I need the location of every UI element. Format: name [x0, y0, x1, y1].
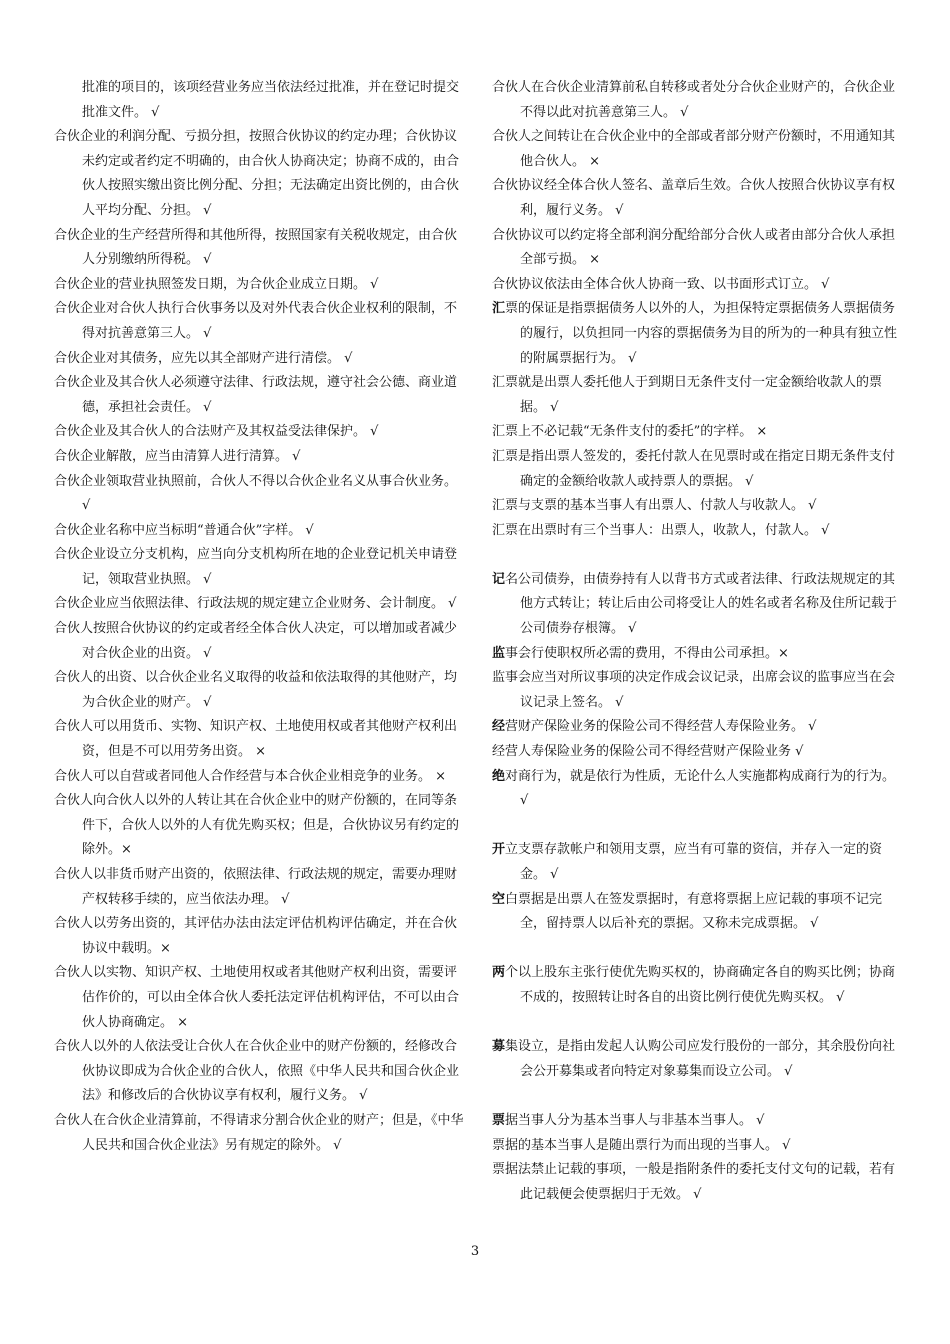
statement-text: 合伙人在合伙企业清算前，不得请求分割合伙企业的财产；但是，《中华人民共和国合伙企业法》另有规定的除外。 √	[54, 1112, 464, 1153]
statement-entry	[54, 1109, 468, 1158]
right-column	[492, 76, 900, 1207]
index-letter: 票	[492, 1112, 506, 1128]
statement-text: 汇票就是出票人委托他人于到期日无条件支付一定金额给收款人的票据。 √	[492, 375, 883, 415]
index-letter: 监	[492, 645, 506, 661]
statement-entry	[54, 297, 468, 346]
statement-text: 合伙人可以用货币、实物、知识产权、土地使用权或者其他财产权利出资，但是不可以用劳务出资。 ×	[54, 719, 458, 760]
statement-entry	[492, 125, 900, 174]
statement-text: 合伙人以外的人依法受让合伙人在合伙企业中的财产份额的，经修改合伙协议即成为合伙企业的合伙人，依照《中华人民共和国合伙企业法》和修改后的合伙协议享有权利，履行义务。 √	[54, 1039, 460, 1104]
statement-text: 汇票是指出票人签发的，委托付款人在见票时或在指定日期无条件支付确定的金额给收款人或持票人的票据。 √	[492, 448, 896, 489]
statement-text: 合伙人在合伙企业清算前私自转移或者处分合伙企业财产的，合伙企业不得以此对抗善意第三人。 √	[492, 80, 896, 120]
statement-entry	[492, 961, 900, 1010]
statement-text: 合伙协议经全体合伙人签名、盖章后生效。合伙人按照合伙协议享有权利，履行义务。 √	[492, 178, 896, 218]
statement-text: 合伙企业的生产经营所得和其他所得，按照国家有关税收规定，由合伙人分别缴纳所得税。 √	[54, 227, 458, 268]
statement-text: 合伙企业对合伙人执行合伙事务以及对外代表合伙企业权利的限制，不得对抗善意第三人。 √	[54, 301, 458, 341]
statement-text: 汇票在出票时有三个当事人：出票人，收款人，付款人。 √	[492, 522, 830, 538]
statement-entry	[54, 224, 468, 273]
index-letter: 两	[492, 965, 506, 981]
statement-entry	[54, 519, 468, 544]
statement-entry	[54, 420, 468, 445]
statement-entry	[54, 863, 468, 912]
statement-text: 合伙人以非货币财产出资的，依照法律、行政法规的规定，需要办理财产权转移手续的，应当依法办理。 √	[54, 867, 458, 907]
statement-text: 白票据是出票人在签发票据时，有意将票据上应记载的事项不记完全，留持票人以后补充的票据。又称未完成票据。 √	[505, 891, 883, 932]
statement-text: 合伙协议可以约定将全部利润分配给部分合伙人或者由部分合伙人承担全部亏损。 ×	[492, 227, 896, 268]
statement-text: 立支票存款帐户和领用支票，应当有可靠的资信，并存入一定的资金。 √	[505, 842, 883, 882]
statement-entry	[492, 642, 900, 667]
statement-entry	[492, 740, 900, 765]
statement-text: 合伙企业对其债务，应先以其全部财产进行清偿。 √	[54, 350, 353, 366]
statement-entry	[492, 666, 900, 715]
statement-text: 合伙人以实物、知识产权、土地使用权或者其他财产权利出资，需要评估作价的，可以由全体合伙人委托法定评估机构评估，不可以由合伙人协商确定。 ×	[54, 965, 460, 1030]
statement-entry	[54, 371, 468, 420]
statement-entry	[492, 174, 900, 223]
statement-text: 监事会应当对所议事项的决定作成会议记录，出席会议的监事应当在会议记录上签名。 √	[492, 670, 896, 710]
statement-text: 合伙人以劳务出资的，其评估办法由法定评估机构评估确定，并在合伙协议中载明。×	[54, 916, 458, 956]
statement-entry	[492, 76, 900, 125]
statement-entry	[492, 1134, 900, 1159]
statement-text: 票的保证是指票据债务人以外的人，为担保特定票据债务人票据债务的履行，以负担同一内容的票据债务为目的所为的一种具有独立性的附属票据行为。 √	[505, 301, 898, 366]
statement-text: 合伙企业解散，应当由清算人进行清算。 √	[54, 448, 301, 464]
section-gap	[492, 543, 900, 568]
statement-entry	[492, 494, 900, 519]
statement-entry	[492, 715, 900, 740]
statement-entry	[54, 445, 468, 470]
statement-text: 事会行使职权所必需的费用，不得由公司承担。×	[505, 645, 789, 661]
statement-entry	[54, 76, 468, 125]
index-letter: 开	[492, 842, 506, 858]
statement-entry	[492, 888, 900, 937]
statement-text: 合伙企业应当依照法律、行政法规的规定建立企业财务、会计制度。 √	[54, 596, 457, 612]
statement-entry	[54, 273, 468, 298]
statement-text: 营财产保险业务的保险公司不得经营人寿保险业务。 √	[505, 719, 817, 735]
statement-text: 对商行为，就是依行为性质，无论什么人实施都构成商行为的行为。 √	[505, 768, 896, 809]
index-letter: 经	[492, 719, 506, 735]
statement-entry	[54, 666, 468, 715]
statement-text: 合伙人可以自营或者同他人合作经营与本合伙企业相竞争的业务。 ×	[54, 768, 447, 784]
statement-text: 合伙企业名称中应当标明“普通合伙”字样。 √	[54, 522, 314, 538]
index-letter: 记	[492, 571, 506, 587]
statement-entry	[492, 568, 900, 642]
statement-text: 票据法禁止记载的事项，一般是指附条件的委托支付文句的记载，若有此记载便会使票据归于无效。 √	[492, 1162, 896, 1202]
statement-text: 合伙企业的营业执照签发日期，为合伙企业成立日期。 √	[54, 276, 379, 292]
statement-entry	[54, 715, 468, 764]
statement-text: 集设立，是指由发起人认购公司应发行股份的一部分，其余股份向社会公开募集或者向特定对象募集而设立公司。 √	[505, 1039, 896, 1079]
statement-text: 合伙企业的利润分配、亏损分担，按照合伙协议的约定办理；合伙协议未约定或者约定不明确的，由合伙人协商决定；协商不成的，由合伙人按照实缴出资比例分配、分担；无法确定出资比例的，由合伙人平均分配、分担。 √	[54, 129, 460, 218]
left-column	[54, 76, 468, 1158]
statement-entry	[492, 297, 900, 371]
index-letter: 募	[492, 1039, 506, 1055]
statement-entry	[492, 1158, 900, 1207]
statement-text: 名公司债券，由债券持有人以背书方式或者法律、行政法规规定的其他方式转让；转让后由公司将受让人的姓名或者名称及住所记载于公司债券存根簿。 √	[505, 571, 898, 637]
statement-text: 汇票与支票的基本当事人有出票人、付款人与收款人。 √	[492, 498, 817, 514]
statement-entry	[492, 1109, 900, 1134]
statement-entry	[54, 470, 468, 519]
statement-entry	[54, 592, 468, 617]
index-letter: 汇	[492, 301, 506, 317]
statement-entry	[54, 347, 468, 372]
statement-entry	[54, 765, 468, 790]
page-number: 3	[470, 1244, 480, 1259]
index-letter: 空	[492, 891, 506, 907]
statement-text: 经营人寿保险业务的保险公司不得经营财产保险业务 √	[492, 744, 804, 760]
statement-text: 合伙企业领取营业执照前，合伙人不得以合伙企业名义从事合伙业务。 √	[54, 473, 458, 514]
statement-text: 合伙人之间转让在合伙企业中的全部或者部分财产份额时，不用通知其他合伙人。 ×	[492, 129, 896, 169]
statement-text: 合伙企业及其合伙人必须遵守法律、行政法规，遵守社会公德、商业道德，承担社会责任。 √	[54, 375, 458, 415]
statement-entry	[492, 445, 900, 494]
statement-entry	[54, 1035, 468, 1109]
section-gap	[492, 937, 900, 962]
statement-text: 合伙人的出资、以合伙企业名义取得的收益和依法取得的其他财产，均为合伙企业的财产。 √	[54, 670, 458, 710]
statement-text: 合伙人按照合伙协议的约定或者经全体合伙人决定，可以增加或者减少对合伙企业的出资。 √	[54, 621, 458, 661]
statement-entry	[492, 224, 900, 273]
statement-text: 据当事人分为基本当事人与非基本当事人。 √	[505, 1112, 765, 1128]
statement-entry	[54, 912, 468, 961]
statement-text: 合伙协议依法由全体合伙人协商一致、以书面形式订立。 √	[492, 276, 830, 292]
statement-text: 合伙企业设立分支机构，应当向分支机构所在地的企业登记机关申请登记，领取营业执照。 √	[54, 547, 458, 587]
statement-text: 个以上股东主张行使优先购买权的，协商确定各自的购买比例；协商不成的，按照转让时各自的出资比例行使优先购买权。 √	[505, 965, 896, 1005]
section-gap	[492, 814, 900, 839]
statement-entry	[492, 519, 900, 544]
statement-entry	[54, 961, 468, 1035]
statement-text: 合伙人向合伙人以外的人转让其在合伙企业中的财产份额的，在同等条件下，合伙人以外的人有优先购买权；但是，合伙协议另有约定的除外。×	[54, 793, 460, 858]
section-gap	[492, 1084, 900, 1109]
statement-entry	[492, 765, 900, 814]
statement-entry	[492, 420, 900, 445]
statement-text: 汇票上不必记载“无条件支付的委托”的字样。 ×	[492, 424, 768, 440]
statement-entry	[492, 1035, 900, 1084]
statement-text: 票据的基本当事人是随出票行为而出现的当事人。 √	[492, 1137, 791, 1153]
statement-entry	[492, 371, 900, 420]
statement-entry	[54, 125, 468, 223]
section-gap	[492, 1011, 900, 1036]
statement-text: 合伙企业及其合伙人的合法财产及其权益受法律保护。 √	[54, 424, 379, 440]
statement-entry	[492, 838, 900, 887]
statement-entry	[54, 789, 468, 863]
statement-entry	[492, 273, 900, 298]
statement-text: 批准的项目的，该项经营业务应当依法经过批准，并在登记时提交批准文件。 √	[82, 80, 460, 120]
statement-entry	[54, 617, 468, 666]
index-letter: 绝	[492, 768, 506, 784]
statement-entry	[54, 543, 468, 592]
